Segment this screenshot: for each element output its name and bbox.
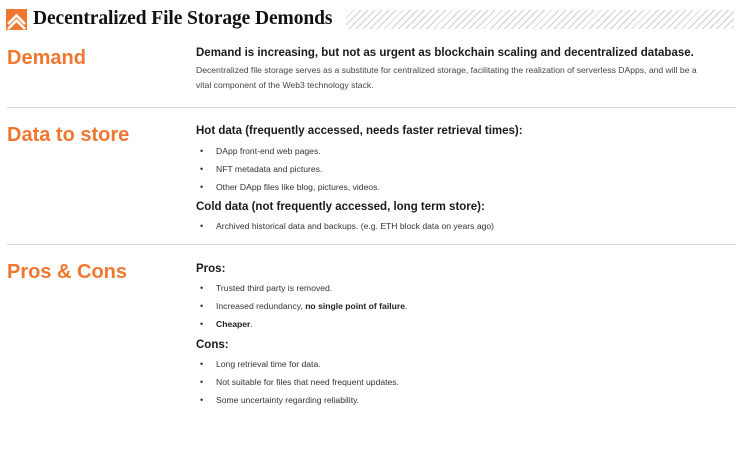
cold-data-list: [196, 217, 736, 235]
list-item: • NFT metadata and pictures.: [196, 160, 736, 178]
demand-headline: Demand is increasing, but not as urgent as blockchain scaling and decentralized database.: [196, 47, 694, 59]
section-title-pros-cons: Pros & Cons: [7, 261, 128, 283]
pros-list: [196, 279, 736, 333]
list-item: • Trusted third party is removed.: [196, 279, 736, 297]
pros-item-2-prefix: Increased redundancy,: [216, 301, 306, 311]
data-to-store-content: [196, 124, 736, 235]
pros-heading: Pros:: [196, 263, 226, 275]
cold-data-heading: Cold data (not frequently accessed, long term store):: [196, 201, 485, 213]
pros-cons-content: [196, 262, 736, 409]
pros-item-2-suffix: .: [404, 301, 408, 311]
list-item: [196, 315, 736, 333]
cons-heading: Cons:: [196, 339, 229, 351]
cons-list: [196, 355, 736, 409]
pros-item-2-bold: no single point of failure: [305, 301, 405, 311]
section-title-demand: Demand: [7, 47, 86, 69]
pros-item-3-bold: Cheaper: [216, 319, 251, 329]
page-title: Decentralized File Storage Demonds: [33, 8, 333, 29]
orange-chevron-logo-icon: [6, 9, 27, 30]
list-item: • Long retrieval time for data.: [196, 355, 736, 373]
list-item: • Other DApp files like blog, pictures, videos.: [196, 178, 736, 196]
list-item: • Not suitable for files that need frequent updates.: [196, 373, 736, 391]
hot-data-heading: Hot data (frequently accessed, needs faster retrieval times):: [196, 125, 523, 137]
divider-1: [7, 107, 736, 108]
hot-data-list: [196, 142, 736, 196]
pros-item-3-suffix: .: [250, 319, 253, 329]
demand-body: Decentralized file storage serves as a substitute for centralized storage, facilitating the realization of serverless DApps, and will be a vital component of the Web3 technology stack.: [196, 65, 697, 90]
demand-content: [196, 46, 736, 92]
list-item: • DApp front-end web pages.: [196, 142, 736, 160]
divider-2: [7, 244, 736, 245]
section-title-data-to-store: Data to store: [7, 124, 130, 146]
list-item: • Some uncertainty regarding reliability.: [196, 391, 736, 409]
list-item: • Archived historical data and backups. (e.g. ETH block data on years ago): [196, 217, 736, 235]
list-item: [196, 297, 736, 315]
slide-header: [6, 6, 740, 32]
header-hatch-decoration: [346, 10, 734, 29]
